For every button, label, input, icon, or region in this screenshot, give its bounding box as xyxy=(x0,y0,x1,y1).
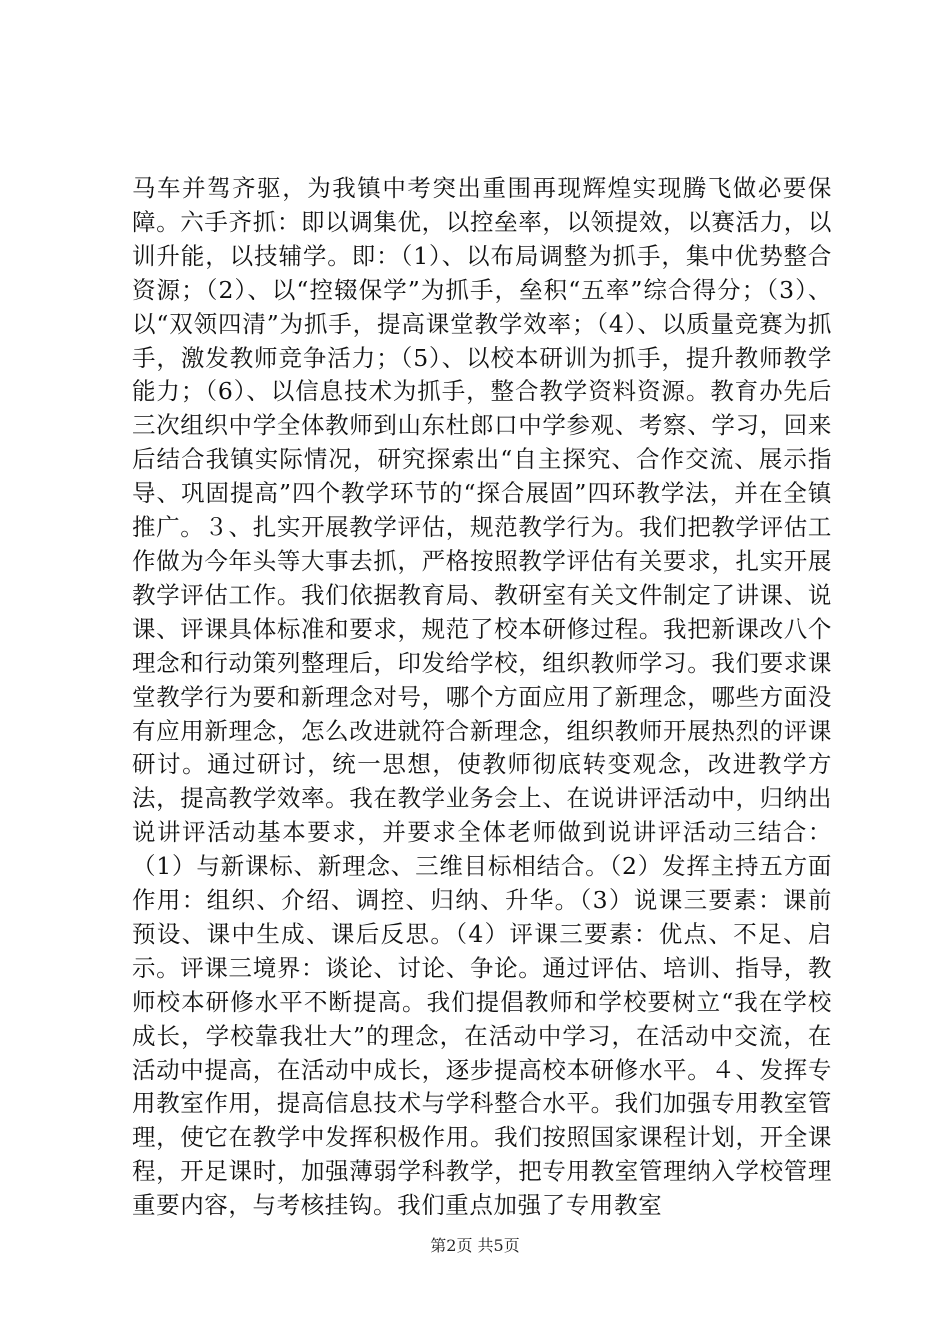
page-footer: 第2页 共5页 xyxy=(430,1236,520,1255)
body-paragraph: 马车并驾齐驱，为我镇中考突出重围再现辉煌实现腾飞做必要保障。六手齐抓：即以调集优，以控垒率，以领提效，以赛活力，以训升能，以技辅学。即：（1）、以布局调整为抓手，集中优势整合资源；（2）、以“控辍保学”为抓手，垒积“五率”综合得分；（3）、以“双领四清”为抓手，提高课堂教学效率；（4）、以质量竞赛为抓手，激发教师竞争活力；（5）、以校本研训为抓手，提升教师教学能力；（6）、以信息技术为抓手，整合教学资料资源。教育办先后三次组织中学全体教师到山东杜郎口中学参观、考察、学习，回来后结合我镇实际情况，研究探索出“自主探究、合作交流、展示指导、巩固提高”四个教学环节的“探合展固”四环教学法，并在全镇推广。３、扎实开展教学评估，规范教学行为。我们把教学评估工作做为今年头等大事去抓，严格按照教学评估有关要求，扎实开展教学评估工作。我们依据教育局、教研室有关文件制定了讲课、说课、评课具体标准和要求，规范了校本研修过程。我把新课改八个理念和行动策列整理后，印发给学校，组织教师学习。我们要求课堂教学行为要和新理念对号，哪个方面应用了新理念，哪些方面没有应用新理念，怎么改进就符合新理念，组织教师开展热烈的评课研讨。通过研讨，统一思想，使教师彻底转变观念，改进教学方法，提高教学效率。我在教学业务会上、在说讲评活动中，归纳出说讲评活动基本要求，并要求全体老师做到说讲评活动三结合：（1）与新课标、新理念、三维目标相结合。（2）发挥主持五方面作用：组织、介绍、调控、归纳、升华。（3）说课三要素：课前预设、课中生成、课后反思。（4）评课三要素：优点、不足、启示。评课三境界：谈论、讨论、争论。通过评估、培训、指导，教师校本研修水平不断提高。我们提倡教师和学校要树立“我在学校成长，学校靠我壮大”的理念，在活动中学习，在活动中交流，在活动中提高，在活动中成长，逐步提高校本研修水平。４、发挥专用教室作用，提高信息技术与学科整合水平。我们加强专用教室管理，使它在教学中发挥积极作用。我们按照国家课程计划，开全课程，开足课时，加强薄弱学科教学，把专用教室管理纳入学校管理重要内容，与考核挂钩。我们重点加强了专用教室 xyxy=(132,174,832,1220)
